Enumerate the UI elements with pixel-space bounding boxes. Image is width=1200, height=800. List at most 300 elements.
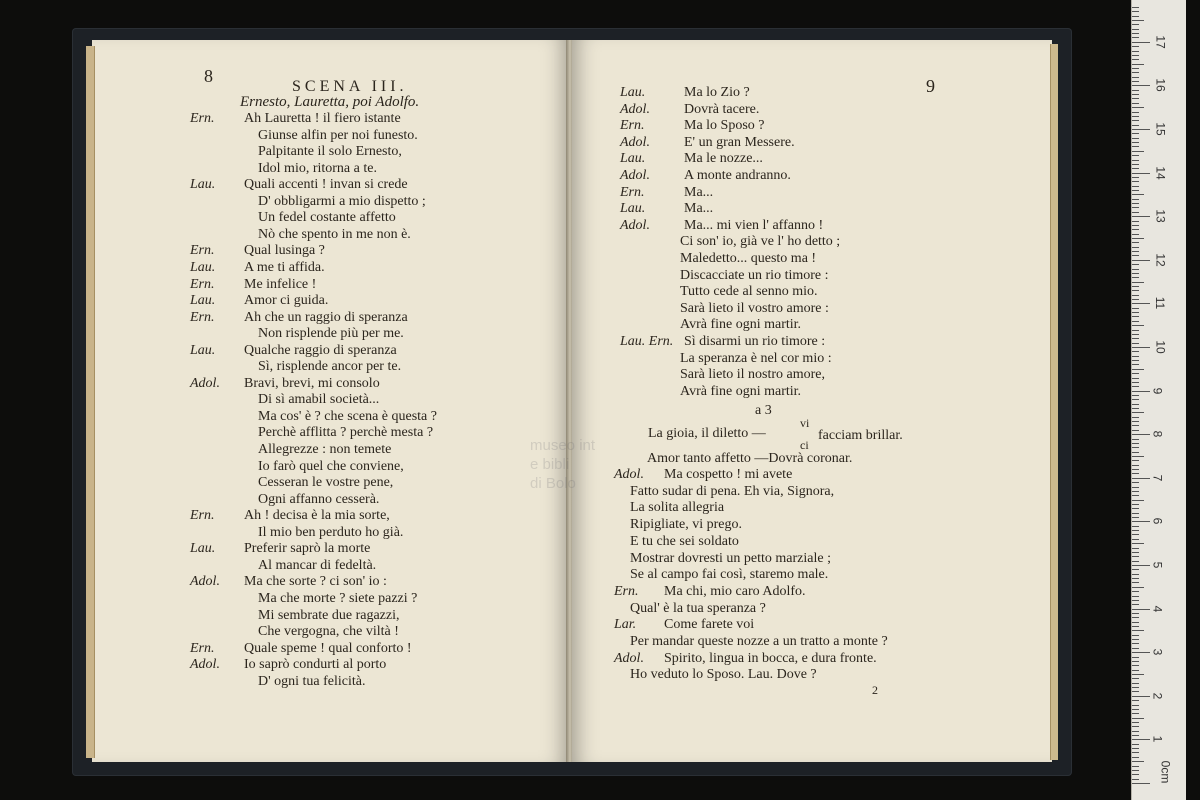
ruler-tick [1132, 386, 1139, 387]
ruler-tick [1132, 591, 1139, 592]
ruler-tick [1132, 321, 1139, 322]
ruler-tick [1132, 731, 1139, 732]
right-line-text: E' un gran Messere. [684, 134, 795, 150]
ruler-tick [1132, 600, 1139, 601]
right-line-text: Sì disarmi un rio timore : [684, 334, 826, 349]
right-line-text: Avrà fine ogni martir. [680, 317, 802, 333]
ruler-tick [1132, 351, 1139, 352]
ruler-tick [1132, 7, 1139, 8]
left-line-speaker: Lau. [190, 293, 216, 309]
left-line-text: Ogni affanno cesserà. [258, 491, 380, 507]
right-line-text: Ma... [684, 184, 714, 200]
left-line-speaker: Ern. [190, 243, 215, 259]
ruler-tick [1132, 334, 1139, 335]
left-line-text: Quale speme ! qual conforto ! [244, 640, 412, 656]
ruler-tick [1132, 617, 1139, 618]
left-line-text: Allegrezze : non temete [258, 442, 392, 457]
ruler-tick [1132, 378, 1139, 379]
right-line-text: Ci son' io, già ve l' ho detto ; [680, 234, 841, 250]
ruler-tick [1132, 277, 1139, 278]
a3-ci: ci [800, 438, 809, 452]
ruler-tick [1132, 452, 1139, 453]
right-line-text: Ma le nozze... [684, 151, 763, 167]
right-line-text: A monte andranno. [684, 168, 791, 183]
ruler-tick [1132, 643, 1139, 644]
left-line-text: D' obbligarmi a mio dispetto ; [258, 193, 426, 209]
ruler-tick [1132, 373, 1139, 374]
ruler-tick [1132, 364, 1139, 365]
ruler-tick [1132, 42, 1150, 43]
ruler-tick [1132, 133, 1139, 134]
ruler-tick [1132, 24, 1139, 25]
right-line-text: Sarà lieto il nostro amore, [680, 367, 826, 383]
left-line-speaker: Adol. [190, 574, 220, 590]
left-line-text: Di sì amabil società... [258, 392, 380, 408]
ruler-tick [1132, 20, 1144, 21]
watermark-line-2: e bibli [530, 456, 570, 473]
ruler-tick [1132, 316, 1139, 317]
left-line-speaker: Lau. [190, 342, 216, 358]
ruler-tick [1132, 500, 1144, 501]
right-line-text: Ma... [684, 201, 714, 217]
ruler-tick [1132, 443, 1139, 444]
ruler-tick [1132, 360, 1139, 361]
left-line-speaker: Lau. [190, 177, 216, 193]
ruler-tick [1132, 408, 1139, 409]
prose-text: Qual' è la tua speranza ? [630, 600, 766, 616]
ruler-tick [1132, 251, 1139, 252]
ruler-tick [1132, 691, 1139, 692]
ruler-tick [1132, 199, 1139, 200]
right-line-text: Discacciate un rio timore : [680, 267, 829, 283]
ruler-tick [1132, 491, 1139, 492]
scene-cast: Ernesto, Lauretta, poi Adolfo. [240, 94, 420, 110]
right-line-speaker: Lau. Ern. [620, 334, 674, 349]
left-line-speaker: Ern. [190, 640, 215, 656]
ruler-tick [1132, 269, 1139, 270]
ruler-tick [1132, 255, 1139, 256]
ruler-tick [1132, 107, 1144, 108]
left-line-text: Sì, risplende ancor per te. [258, 359, 402, 375]
ruler-tick [1132, 90, 1139, 91]
right-line-text: La speranza è nel cor mio : [680, 350, 832, 366]
ruler-tick [1132, 757, 1139, 758]
ruler-tick [1132, 665, 1139, 666]
ruler-tick [1132, 517, 1139, 518]
ruler-tick [1132, 539, 1139, 540]
ruler-tick [1132, 98, 1139, 99]
right-line-text: Dovrà tacere. [684, 101, 760, 117]
prose-text: Per mandar queste nozze a un tratto a monte ? [630, 634, 888, 649]
ruler-label: 5 [1150, 561, 1165, 569]
prose-text: Ripigliate, vi prego. [630, 517, 742, 533]
ruler-tick [1132, 103, 1139, 104]
ruler-tick [1132, 447, 1139, 448]
ruler-tick [1132, 229, 1139, 230]
ruler-label: 13 [1153, 209, 1168, 223]
ruler-tick [1132, 683, 1139, 684]
right-line-speaker: Adol. [620, 134, 650, 150]
ruler-tick [1132, 770, 1139, 771]
ruler-tick [1132, 587, 1144, 588]
ruler-tick [1132, 473, 1139, 474]
ruler-tick [1132, 582, 1139, 583]
left-line-text: Me infelice ! [244, 276, 317, 292]
left-line-text: Mi sembrate due ragazzi, [258, 607, 400, 623]
ruler-tick [1132, 713, 1139, 714]
prose-text: Spirito, lingua in bocca, e dura fronte. [664, 650, 877, 666]
ruler-label: 4 [1150, 605, 1165, 612]
ruler-tick [1132, 94, 1139, 95]
ruler-tick [1132, 33, 1139, 34]
left-page-number: 8 [204, 66, 213, 86]
right-line-speaker: Ern. [620, 118, 645, 134]
ruler-tick [1132, 164, 1139, 165]
ruler-tick [1132, 16, 1139, 17]
watermark-line-3: di Bolo [530, 475, 576, 492]
a3-line1-after: facciam brillar. [818, 428, 903, 443]
a3-line2: Amor tanto affetto —Dovrà coronar. [647, 451, 853, 466]
left-line-text: Non risplende più per me. [258, 326, 404, 342]
ruler-tick [1132, 752, 1139, 753]
ruler-tick [1132, 766, 1139, 767]
left-line-text: Giunse alfin per noi funesto. [258, 127, 418, 143]
a3-line1-before: La gioia, il diletto — [648, 426, 766, 441]
prose-text: Fatto sudar di pena. Eh via, Signora, [630, 483, 835, 499]
ruler-tick [1132, 81, 1139, 82]
ruler-tick [1132, 761, 1144, 762]
ruler-tick [1132, 425, 1139, 426]
left-line-text: Bravi, brevi, mi consolo [244, 375, 380, 391]
ruler-tick [1132, 626, 1139, 627]
left-line-text: Qualche raggio di speranza [244, 342, 397, 358]
ruler-tick [1132, 399, 1139, 400]
left-line-text: Ah ! decisa è la mia sorte, [244, 508, 390, 524]
ruler-tick [1132, 330, 1139, 331]
ruler-label: 16 [1153, 78, 1168, 93]
left-line-speaker: Adol. [190, 375, 220, 391]
ruler-label: 11 [1153, 297, 1168, 310]
ruler-tick [1132, 674, 1144, 675]
ruler-label: 15 [1153, 122, 1168, 136]
ruler-tick [1132, 207, 1139, 208]
left-line-text: Quali accenti ! invan si crede [244, 177, 408, 193]
ruler-tick [1132, 574, 1139, 575]
left-line-text: D' ogni tua felicità. [258, 673, 366, 689]
ruler-tick [1132, 744, 1139, 745]
right-line-text: Avrà fine ogni martir. [680, 383, 802, 399]
ruler-tick [1132, 652, 1150, 653]
ruler-tick [1132, 190, 1139, 191]
ruler-tick [1132, 726, 1139, 727]
ruler-tick [1132, 670, 1139, 671]
prose-text: Ho veduto lo Sposo. Lau. Dove ? [630, 667, 817, 683]
ruler-tick [1132, 439, 1139, 440]
ruler-tick [1132, 77, 1139, 78]
right-line-speaker: Lau. [620, 201, 646, 217]
left-line-speaker: Lau. [190, 259, 216, 275]
ruler-tick [1132, 395, 1139, 396]
ruler-tick [1132, 343, 1139, 344]
ruler-tick [1132, 460, 1139, 461]
right-line-speaker: Adol. [620, 101, 650, 117]
left-line-speaker: Ern. [190, 309, 215, 325]
left-line-speaker: Adol. [190, 657, 220, 673]
ruler-tick [1132, 59, 1139, 60]
right-line-speaker: Adol. [620, 168, 650, 183]
ruler-label: 17 [1153, 35, 1168, 49]
ruler-tick [1132, 120, 1139, 121]
watermark [530, 436, 595, 493]
prose-speaker: Ern. [614, 583, 639, 599]
scene-title: SCENA III. [292, 78, 408, 95]
ruler-tick [1132, 635, 1139, 636]
ruler-tick [1132, 382, 1139, 383]
left-line-text: Amor ci guida. [244, 293, 329, 309]
ruler-tick [1132, 142, 1139, 143]
ruler-tick [1132, 748, 1139, 749]
ruler-tick [1132, 391, 1150, 392]
ruler-tick [1132, 705, 1139, 706]
ruler-tick [1132, 417, 1139, 418]
right-line-text: Sarà lieto il vostro amore : [680, 300, 829, 316]
left-line-speaker: Ern. [190, 276, 215, 292]
ruler-tick [1132, 51, 1139, 52]
ruler-tick [1132, 774, 1139, 775]
ruler-tick [1132, 569, 1139, 570]
ruler-tick [1132, 709, 1139, 710]
a3-label: a 3 [755, 403, 772, 418]
ruler-tick [1132, 700, 1139, 701]
ruler-tick [1132, 325, 1144, 326]
ruler-tick [1132, 469, 1139, 470]
right-line-text: Ma lo Zio ? [684, 85, 750, 100]
left-line-speaker: Ern. [190, 111, 215, 126]
prose-text: Ma cospetto ! mi avete [664, 467, 793, 482]
ruler-tick [1132, 221, 1139, 222]
ruler-label: 8 [1150, 430, 1165, 438]
ruler-tick [1132, 303, 1150, 304]
ruler-tick [1132, 552, 1139, 553]
ruler-tick [1132, 657, 1139, 658]
prose-text: Se al campo fai così, staremo male. [630, 567, 829, 583]
ruler-tick [1132, 613, 1139, 614]
ruler-tick [1132, 369, 1144, 370]
ruler-tick [1132, 173, 1150, 174]
ruler-tick [1132, 622, 1139, 623]
left-line-text: Ma che morte ? siete pazzi ? [258, 590, 418, 606]
ruler-tick [1132, 138, 1139, 139]
left-line-text: Idol mio, ritorna a te. [258, 160, 377, 176]
ruler-tick [1132, 687, 1139, 688]
ruler-tick [1132, 578, 1139, 579]
ruler-tick [1132, 194, 1144, 195]
ruler-tick [1132, 508, 1139, 509]
right-line-text: Ma... mi vien l' affanno ! [684, 217, 824, 233]
ruler-tick [1132, 718, 1144, 719]
ruler-tick [1132, 504, 1139, 505]
right-line-text: Ma lo Sposo ? [684, 118, 765, 134]
ruler-tick [1132, 556, 1139, 557]
ruler-tick [1132, 513, 1139, 514]
ruler-tick [1132, 37, 1139, 38]
left-line-text: A me ti affida. [244, 259, 325, 275]
ruler-label: 10 [1153, 340, 1168, 354]
ruler-tick [1132, 338, 1139, 339]
ruler-label: 1 [1150, 736, 1165, 743]
left-line-text: Che vergogna, che viltà ! [258, 624, 399, 640]
ruler-tick [1132, 678, 1139, 679]
ruler-tick [1132, 412, 1144, 413]
right-line-speaker: Lau. [620, 151, 646, 167]
ruler-tick [1132, 55, 1139, 56]
ruler-label: 7 [1150, 474, 1165, 482]
ruler-tick [1132, 247, 1139, 248]
ruler-tick [1132, 779, 1139, 780]
ruler-tick [1132, 648, 1139, 649]
ruler-tick [1132, 273, 1139, 274]
left-line-text: Nò che spento in me non è. [258, 226, 411, 242]
ruler-tick [1132, 168, 1139, 169]
left-line-text: Un fedel costante affetto [258, 210, 396, 226]
ruler-tick [1132, 456, 1144, 457]
ruler-tick [1132, 129, 1150, 130]
ruler-tick [1132, 155, 1139, 156]
ruler-tick [1132, 64, 1144, 65]
ruler-tick [1132, 72, 1139, 73]
right-page-number: 9 [926, 76, 935, 96]
ruler-tick [1132, 521, 1150, 522]
signature-mark: 2 [872, 683, 878, 697]
ruler-tick [1132, 783, 1150, 784]
left-line-text: Ma che sorte ? ci son' io : [244, 574, 387, 590]
ruler-tick [1132, 308, 1139, 309]
ruler-label: 3 [1150, 648, 1165, 656]
ruler-tick [1132, 181, 1139, 182]
left-line-text: Ah Lauretta ! il fiero istante [244, 111, 401, 126]
ruler-tick [1132, 264, 1139, 265]
ruler-tick [1132, 234, 1139, 235]
ruler-tick [1132, 561, 1139, 562]
prose-speaker: Adol. [614, 650, 644, 666]
prose-text: E tu che sei soldato [630, 533, 739, 549]
ruler-tick [1132, 482, 1139, 483]
ruler-tick [1132, 739, 1150, 740]
ruler-tick [1132, 242, 1139, 243]
prose-speaker: Adol. [614, 467, 644, 482]
left-line-text: Il mio ben perduto ho già. [258, 524, 404, 540]
left-line-text: Cesseran le vostre pene, [258, 475, 394, 491]
left-line-speaker: Lau. [190, 541, 216, 557]
ruler-tick [1132, 260, 1150, 261]
right-line-speaker: Adol. [620, 217, 650, 233]
ruler-tick [1132, 604, 1139, 605]
ruler-tick [1132, 290, 1139, 291]
ruler-label: 2 [1150, 692, 1165, 700]
ruler-tick [1132, 347, 1150, 348]
prose-speaker: Lar. [614, 617, 637, 633]
ruler-tick [1132, 487, 1139, 488]
ruler-tick [1132, 639, 1139, 640]
ruler-tick [1132, 116, 1139, 117]
ruler-tick [1132, 238, 1144, 239]
ruler-label: 6 [1150, 518, 1165, 525]
ruler-tick [1132, 85, 1150, 86]
ruler-tick [1132, 661, 1139, 662]
ruler-tick [1132, 526, 1139, 527]
left-line-text: Io farò quel che conviene, [258, 458, 404, 474]
ruler-tick [1132, 68, 1139, 69]
prose-text: La solita allegria [630, 500, 725, 516]
measurement-ruler [1131, 0, 1186, 800]
ruler-tick [1132, 530, 1139, 531]
ruler-tick [1132, 216, 1150, 217]
ruler-tick [1132, 160, 1139, 161]
ruler-tick [1132, 722, 1139, 723]
ruler-tick [1132, 548, 1139, 549]
left-line-text: Ah che un raggio di speranza [244, 309, 408, 325]
ruler-tick [1132, 421, 1139, 422]
a3-vi: vi [800, 416, 810, 430]
ruler-tick [1132, 543, 1144, 544]
ruler-unit-label: 0cm [1158, 760, 1173, 784]
ruler-tick [1132, 295, 1139, 296]
ruler-tick [1132, 146, 1139, 147]
ruler-tick [1132, 696, 1150, 697]
ruler-label: 9 [1150, 387, 1165, 394]
prose-text: Come farete voi [664, 617, 755, 633]
ruler-label: 14 [1153, 165, 1168, 180]
ruler-tick [1132, 430, 1139, 431]
ruler-tick [1132, 11, 1139, 12]
left-line-text: Preferir saprò la morte [244, 541, 371, 557]
left-line-text: Qual lusinga ? [244, 243, 325, 259]
ruler-tick [1132, 186, 1139, 187]
ruler-tick [1132, 125, 1139, 126]
ruler-tick [1132, 112, 1139, 113]
left-line-text: Perchè afflitta ? perchè mesta ? [258, 425, 434, 441]
ruler-tick [1132, 282, 1144, 283]
ruler-tick [1132, 596, 1139, 597]
ruler-tick [1132, 465, 1139, 466]
right-line-text: Maledetto... questo ma ! [680, 251, 817, 266]
prose-text: Mostrar dovresti un petto marziale ; [630, 550, 831, 566]
left-line-speaker: Ern. [190, 508, 215, 524]
right-line-speaker: Lau. [620, 85, 646, 100]
ruler-tick [1132, 299, 1139, 300]
ruler-tick [1132, 565, 1150, 566]
left-line-text: Palpitante il solo Ernesto, [258, 144, 402, 160]
ruler-tick [1132, 312, 1139, 313]
right-line-text: Tutto cede al senno mio. [680, 284, 818, 300]
watermark-line-1: museo int [530, 437, 596, 454]
ruler-tick [1132, 534, 1139, 535]
ruler-tick [1132, 630, 1144, 631]
ruler-tick [1132, 177, 1139, 178]
ruler-tick [1132, 212, 1139, 213]
ruler-label: 12 [1153, 253, 1168, 267]
ruler-tick [1132, 356, 1139, 357]
ruler-tick [1132, 609, 1150, 610]
ruler-tick [1132, 46, 1139, 47]
ruler-tick [1132, 286, 1139, 287]
ruler-tick [1132, 151, 1144, 152]
right-line-speaker: Ern. [620, 184, 645, 200]
prose-text: Ma chi, mio caro Adolfo. [664, 583, 806, 599]
left-line-text: Ma cos' è ? che scena è questa ? [258, 408, 437, 424]
left-line-text: Al mancar di fedeltà. [258, 557, 377, 573]
left-line-text: Io saprò condurti al porto [244, 657, 387, 673]
